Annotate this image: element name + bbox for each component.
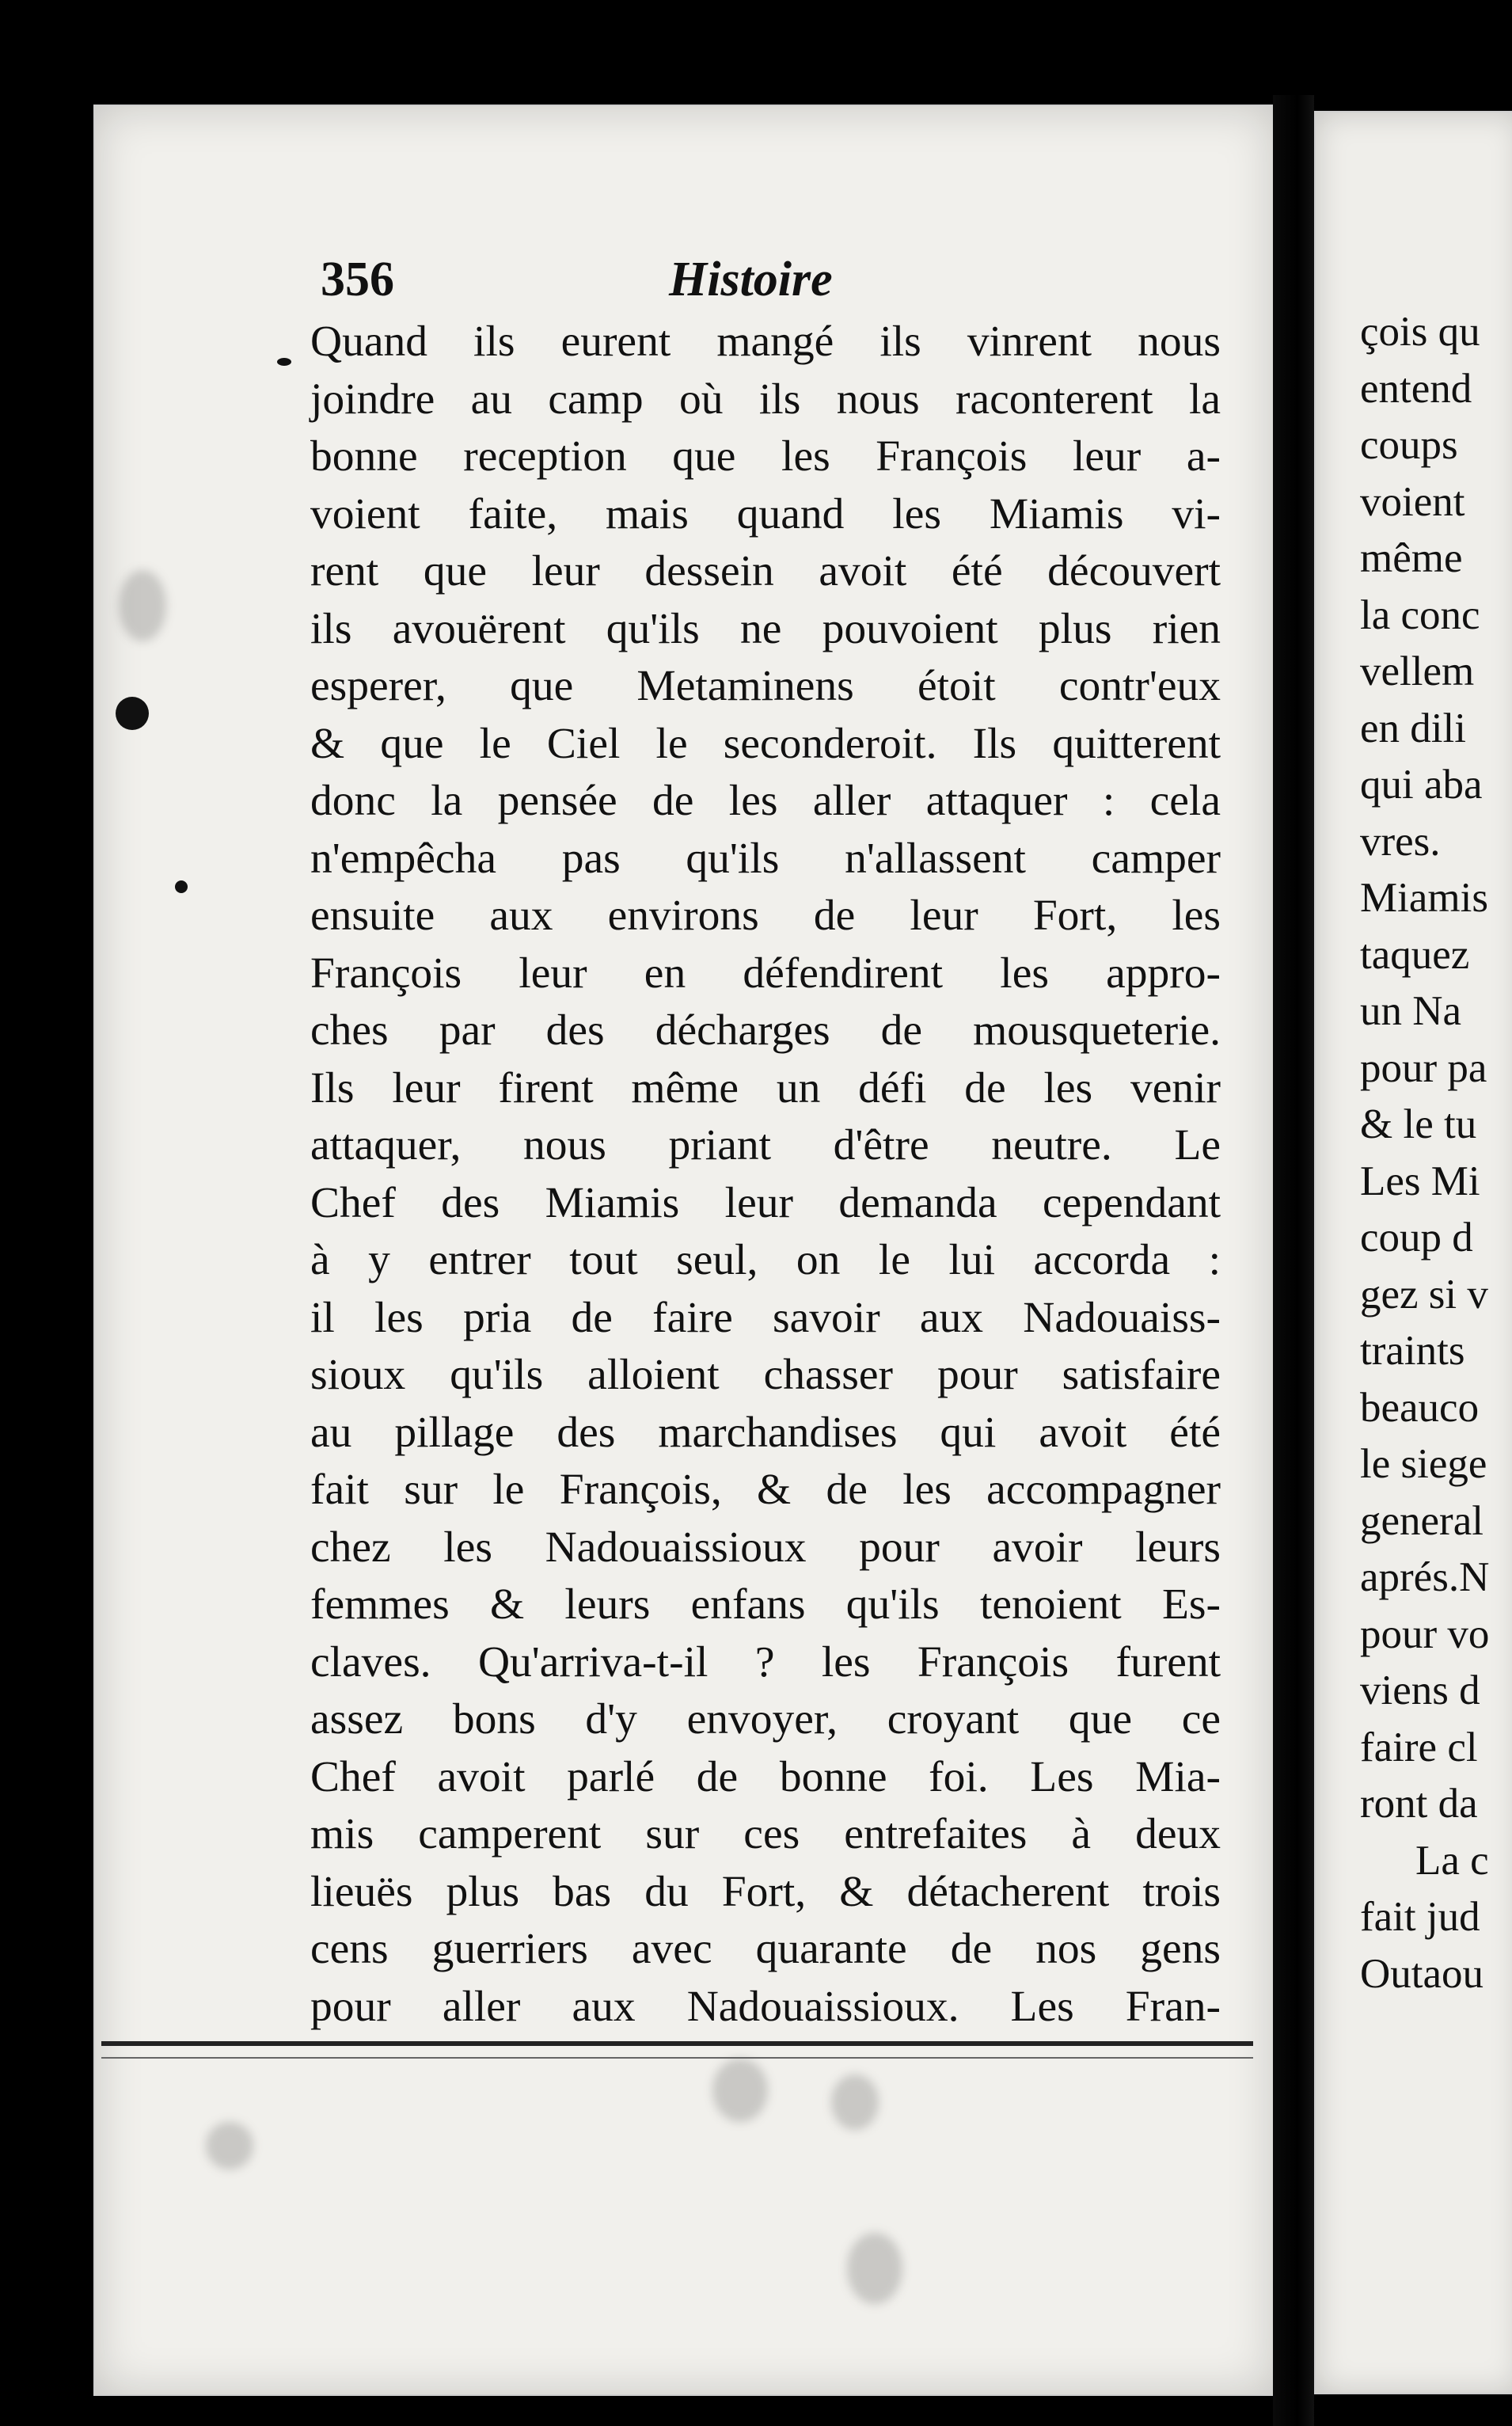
ink-dot <box>175 880 188 893</box>
text-line: claves. Qu'arriva-t-il ? les François furent <box>310 1637 1221 1686</box>
text-line: n'empêcha pas qu'ils n'allassent camper <box>310 834 1221 883</box>
text-line: la conc <box>1360 591 1480 638</box>
text-line: assez bons d'y envoyer, croyant que ce <box>310 1695 1221 1743</box>
text-line: vres. <box>1360 818 1441 865</box>
text-line: Ils leur firent même un défi de les venir <box>310 1063 1221 1112</box>
text-line: voient <box>1360 478 1465 525</box>
text-line: cens guerriers avec quarante de nos gens <box>310 1925 1221 1973</box>
page-rule <box>101 2041 1253 2046</box>
body-text <box>310 314 1221 2036</box>
text-line: Chef avoit parlé de bonne foi. Les Mia- <box>310 1752 1221 1801</box>
text-line: taquez <box>1360 931 1470 978</box>
text-line: & le tu <box>1360 1101 1477 1147</box>
text-line: le siege <box>1360 1441 1487 1487</box>
text-line: au pillage des marchandises qui avoit été <box>310 1408 1221 1457</box>
page-smudge <box>847 2233 902 2304</box>
ink-blot <box>116 697 149 730</box>
text-line: traints <box>1360 1328 1465 1374</box>
page-smudge <box>831 2074 879 2130</box>
text-line: attaquer, nous priant d'être neutre. Le <box>310 1121 1221 1169</box>
page-smudge <box>119 570 166 641</box>
text-line: qui aba <box>1360 762 1483 808</box>
text-line: Quand ils eurent mangé ils vinrent nous <box>310 318 1221 366</box>
page-number: 356 <box>321 253 394 306</box>
text-line: pour aller aux Nadouaissioux. Les Fran- <box>310 1982 1221 2031</box>
text-line: entend <box>1360 365 1472 412</box>
text-line: pour pa <box>1360 1044 1487 1091</box>
text-line: ensuite aux environs de leur Fort, les <box>310 892 1221 940</box>
text-line: un Na <box>1360 988 1462 1034</box>
text-line: fait sur le François, & de les accompagner <box>310 1466 1221 1514</box>
text-line: Miamis <box>1360 875 1488 921</box>
page-rule-thin <box>101 2057 1253 2059</box>
text-line: femmes & leurs enfans qu'ils tenoient Es- <box>310 1580 1221 1629</box>
text-line: gez si v <box>1360 1271 1488 1318</box>
text-line: ront da <box>1360 1781 1478 1827</box>
text-line: Outaou <box>1360 1950 1484 1997</box>
text-line: bonne reception que les François leur a- <box>310 432 1221 481</box>
text-line: sioux qu'ils alloient chasser pour satisfaire <box>310 1351 1221 1399</box>
text-line: à y entrer tout seul, on le lui accorda : <box>310 1236 1221 1284</box>
text-line: & que le Ciel le seconderoit. Ils quitterent <box>310 719 1221 768</box>
text-line: François leur en défendirent les appro- <box>310 949 1221 998</box>
page-header <box>226 252 1215 315</box>
text-line: Les Mi <box>1360 1158 1480 1204</box>
text-line: joindre au camp où ils nous raconterent la <box>310 375 1221 424</box>
text-line: viens d <box>1360 1667 1480 1713</box>
text-line: general <box>1360 1497 1484 1544</box>
text-line: ches par des décharges de mousqueterie. <box>310 1006 1221 1055</box>
page-smudge <box>206 2122 253 2169</box>
book-gutter <box>1273 95 1314 2426</box>
text-line: coup d <box>1360 1215 1473 1261</box>
facing-page-text <box>1360 304 1512 2002</box>
text-line: même <box>1360 535 1463 581</box>
text-line: pour vo <box>1360 1610 1490 1657</box>
text-line: lieuës plus bas du Fort, & détacherent trois <box>310 1867 1221 1916</box>
text-line: esperer, que Metaminens étoit contr'eux <box>310 662 1221 710</box>
running-head: Histoire <box>669 253 833 306</box>
page-smudge <box>712 2059 768 2122</box>
text-line: beauco <box>1360 1384 1480 1431</box>
text-line: donc la pensée de les aller attaquer : cela <box>310 777 1221 825</box>
text-line: fait jud <box>1360 1894 1480 1940</box>
text-line: voient faite, mais quand les Miamis vi- <box>310 489 1221 538</box>
text-line: çois qu <box>1360 309 1480 355</box>
text-line: vellem <box>1360 648 1475 694</box>
text-line: chez les Nadouaissioux pour avoir leurs <box>310 1523 1221 1572</box>
text-line: ils avouërent qu'ils ne pouvoient plus rien <box>310 604 1221 653</box>
text-line: rent que leur dessein avoit été découvert <box>310 547 1221 595</box>
text-line: faire cl <box>1360 1724 1478 1770</box>
text-line: La c <box>1415 1837 1489 1884</box>
text-line: Chef des Miamis leur demanda cependant <box>310 1178 1221 1227</box>
text-line: mis camperent sur ces entrefaites à deux <box>310 1810 1221 1858</box>
text-line: en dili <box>1360 705 1466 751</box>
text-line: coups <box>1360 422 1458 468</box>
text-line: aprés.N <box>1360 1554 1490 1600</box>
ink-dot <box>277 358 291 366</box>
text-line: il les pria de faire savoir aux Nadouaiss- <box>310 1293 1221 1342</box>
